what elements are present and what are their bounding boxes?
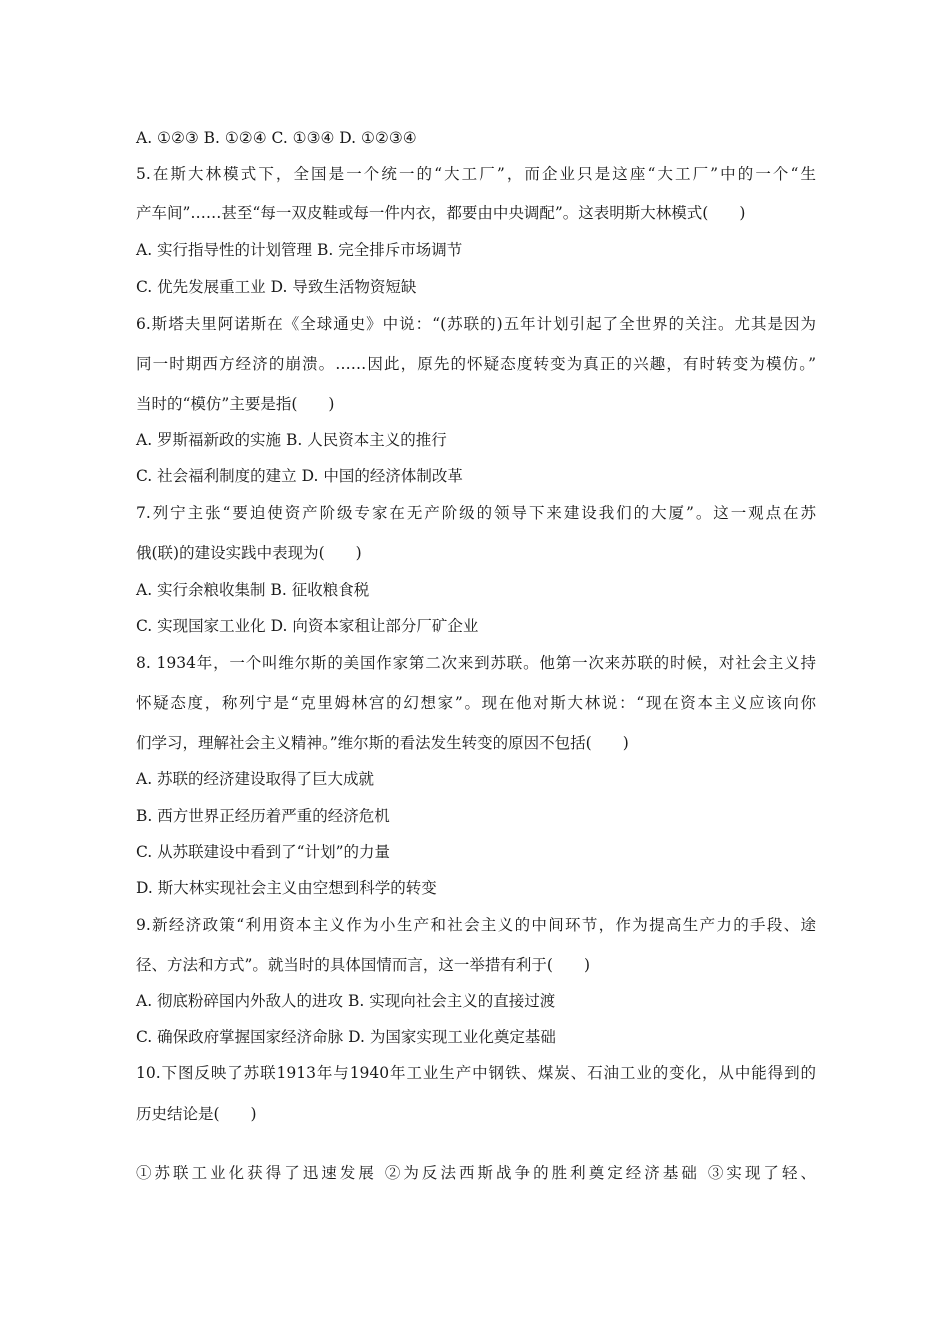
q8-option-b: B. 西方世界正经历着严重的经济危机 bbox=[136, 807, 390, 825]
q5-stem-line1: 5.在斯大林模式下，全国是一个统一的“大工厂”，而企业只是这座“大工厂”中的一个“生 bbox=[136, 165, 816, 183]
q8-stem-line1: 8. 1934年，一个叫维尔斯的美国作家第二次来到苏联。他第一次来苏联的时候，对社会主义持 bbox=[136, 654, 816, 672]
q6-stem-line2: 同一时期西方经济的崩溃。……因此，原先的怀疑态度转变为真正的兴趣，有时转变为模仿。” bbox=[136, 355, 816, 373]
q6-options-cd: C. 社会福利制度的建立 D. 中国的经济体制改革 bbox=[136, 467, 463, 485]
q9-options-ab: A. 彻底粉碎国内外敌人的进攻 B. 实现向社会主义的直接过渡 bbox=[136, 992, 556, 1010]
q5-stem-line2: 产车间”……甚至“每一双皮鞋或每一件内衣，都要由中央调配”。这表明斯大林模式( ) bbox=[136, 204, 746, 222]
q7-stem-line1: 7.列宁主张“要迫使资产阶级专家在无产阶级的领导下来建设我们的大厦”。这一观点在苏 bbox=[136, 504, 816, 522]
q4-options: A. ①②③ B. ①②④ C. ①③④ D. ①②③④ bbox=[136, 129, 417, 147]
q6-options-ab: A. 罗斯福新政的实施 B. 人民资本主义的推行 bbox=[136, 431, 447, 449]
q7-options-cd: C. 实现国家工业化 D. 向资本家租让部分厂矿企业 bbox=[136, 617, 479, 635]
q8-stem-line2: 怀疑态度，称列宁是“克里姆林宫的幻想家”。现在他对斯大林说：“现在资本主义应该向你 bbox=[136, 694, 816, 712]
q8-option-d: D. 斯大林实现社会主义由空想到科学的转变 bbox=[136, 879, 437, 897]
q5-options-cd: C. 优先发展重工业 D. 导致生活物资短缺 bbox=[136, 278, 417, 296]
q6-stem-line1: 6.斯塔夫里阿诺斯在《全球通史》中说：“(苏联的)五年计划引起了全世界的关注。尤其是因为 bbox=[136, 315, 816, 333]
q10-statements: ①苏联工业化获得了迅速发展 ②为反法西斯战争的胜利奠定经济基础 ③实现了轻、 bbox=[136, 1164, 816, 1182]
q8-option-a: A. 苏联的经济建设取得了巨大成就 bbox=[136, 770, 375, 788]
q7-options-ab: A. 实行余粮收集制 B. 征收粮食税 bbox=[136, 581, 370, 599]
q10-stem-line1: 10.下图反映了苏联1913年与1940年工业生产中钢铁、煤炭、石油工业的变化，从中能得到的 bbox=[136, 1064, 816, 1082]
q5-options-ab: A. 实行指导性的计划管理 B. 完全排斥市场调节 bbox=[136, 241, 463, 259]
q9-stem-line2: 径、方法和方式”。就当时的具体国情而言，这一举措有利于( ) bbox=[136, 956, 591, 974]
q7-stem-line2: 俄(联)的建设实践中表现为( ) bbox=[136, 544, 362, 562]
q9-stem-line1: 9.新经济政策“利用资本主义作为小生产和社会主义的中间环节，作为提高生产力的手段、途 bbox=[136, 916, 816, 934]
q8-stem-line3: 们学习，理解社会主义精神。”维尔斯的看法发生转变的原因不包括( ) bbox=[136, 734, 629, 752]
q6-stem-line3: 当时的“模仿”主要是指( ) bbox=[136, 395, 335, 413]
q8-option-c: C. 从苏联建设中看到了“计划”的力量 bbox=[136, 843, 391, 861]
q10-stem-line2: 历史结论是( ) bbox=[136, 1105, 257, 1123]
q9-options-cd: C. 确保政府掌握国家经济命脉 D. 为国家实现工业化奠定基础 bbox=[136, 1028, 556, 1046]
